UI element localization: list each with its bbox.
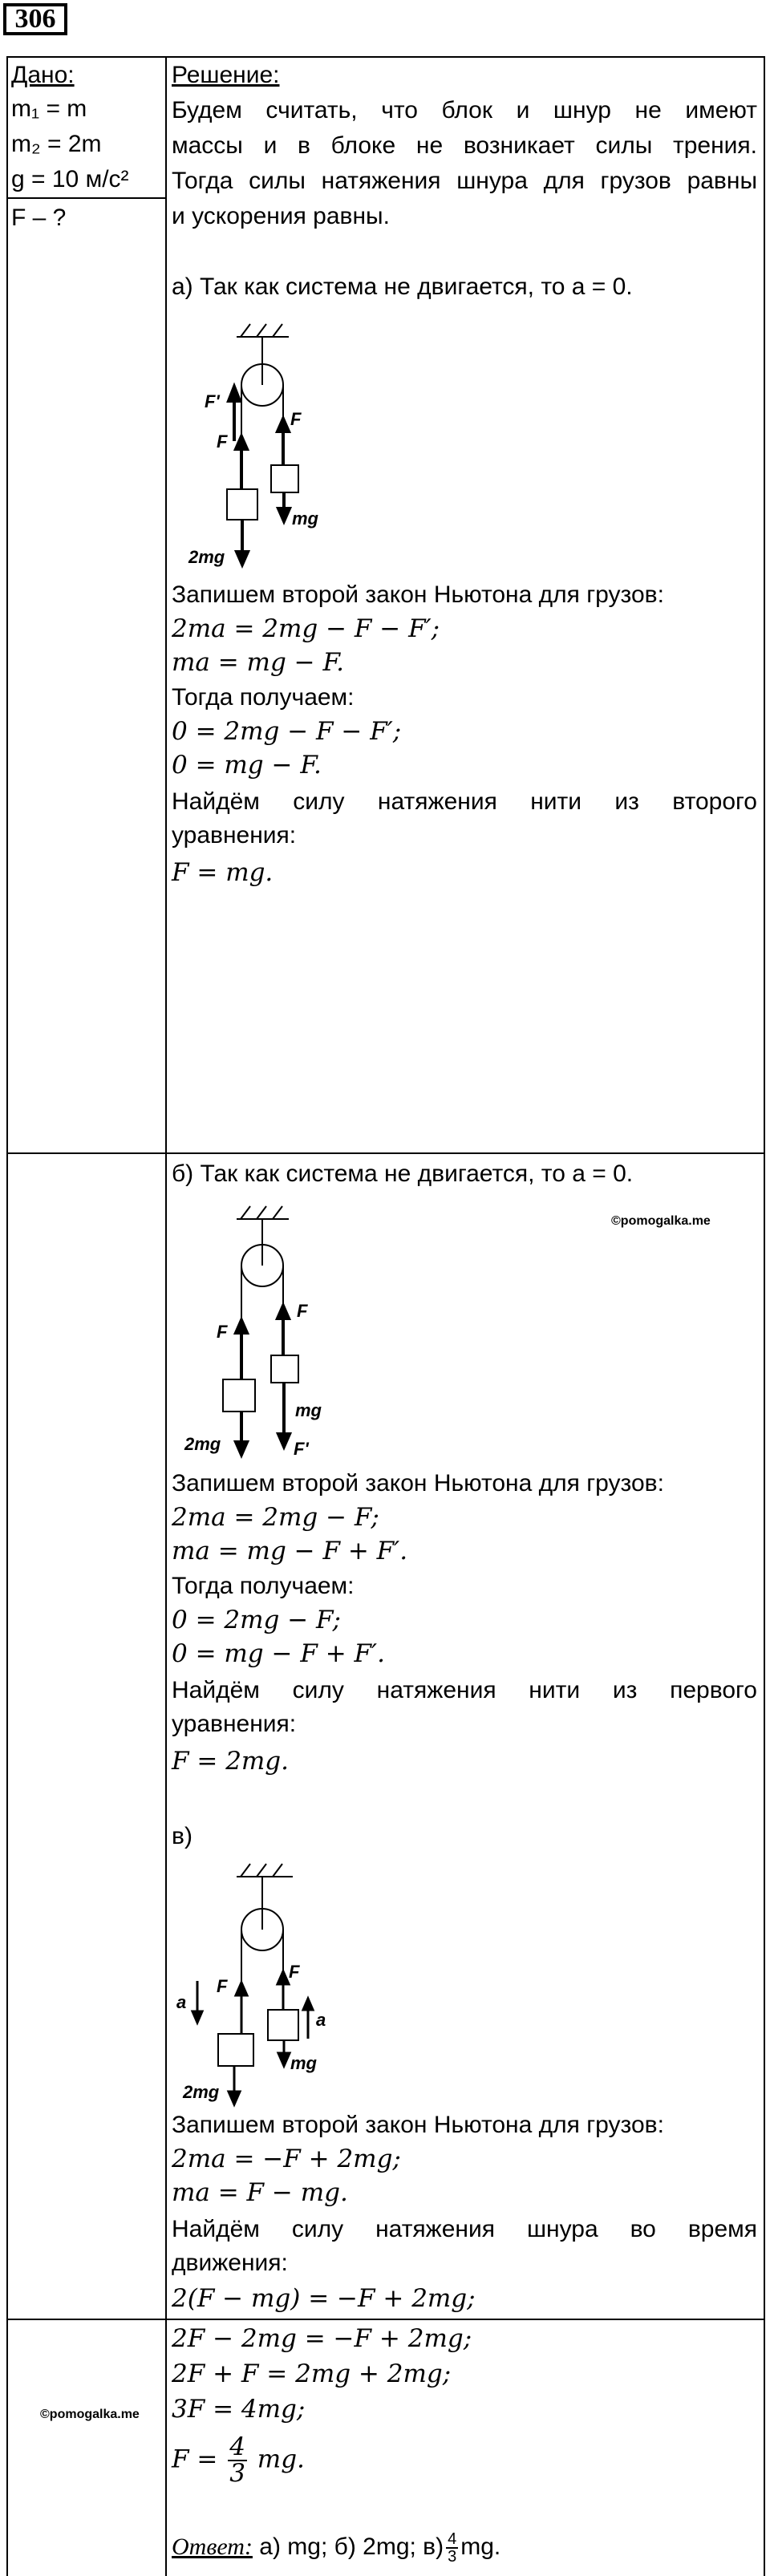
answer-numerator: 4 — [448, 2530, 457, 2548]
label-f-left-c: F — [217, 1976, 228, 1996]
block-right-c — [268, 2010, 298, 2040]
answer-text: а) mg; б) 2mg; в) — [259, 2533, 444, 2560]
table-right-border — [764, 56, 765, 2576]
intro-line-1: Будем считать, что блок и шнур не имеют — [172, 97, 757, 124]
label-2mg-c: 2mg — [183, 2082, 220, 2102]
given-divider — [6, 197, 165, 199]
label-2mg-a: 2mg — [188, 547, 225, 567]
final-fraction — [228, 2432, 247, 2488]
label-mg-b: mg — [295, 1400, 322, 1420]
row-divider-2 — [6, 2319, 765, 2320]
answer-tail: mg. — [460, 2533, 501, 2560]
arrow-a-left-c — [192, 2011, 202, 2023]
given-line-m2: m₂ = 2m — [11, 131, 102, 157]
watermark-bottom: ©pomogalka.me — [40, 2408, 140, 2421]
final-numerator: 4 — [229, 2432, 245, 2461]
answer-line — [172, 2531, 500, 2565]
label-a-left-c: a — [176, 1992, 187, 2012]
label-mg-a: mg — [292, 508, 318, 529]
column-divider — [165, 56, 167, 2576]
part-c-eq1: 2ma = −F + 2mg; — [172, 2145, 401, 2173]
row-divider-1 — [6, 1152, 765, 1154]
part-b-eq1: 2ma = 2mg − F; — [172, 1503, 379, 1532]
part-c-eq3: 2(F − mg) = −F + 2mg; — [172, 2284, 476, 2313]
part-a-eq3: 0 = 2mg − F − F′; — [172, 717, 402, 746]
answer-denominator: 3 — [448, 2548, 457, 2566]
part-a-eq2: ma = mg − F. — [172, 648, 345, 677]
arrow-mg-a — [278, 508, 290, 521]
part-b-result: F = 2mg. — [172, 1747, 290, 1776]
arrow-f-right-b — [278, 1306, 289, 1318]
arrow-2mg-b — [236, 1442, 247, 1455]
given-line-m1: m₁ = m — [11, 95, 87, 122]
part-b-title: б) Так как система не двигается, то a = 0. — [172, 1160, 634, 1187]
arrow-a-right-c — [303, 1999, 313, 2010]
label-f-right-a: F — [290, 409, 302, 429]
block-left-a — [227, 489, 257, 520]
part-a-result: F = mg. — [172, 858, 274, 887]
part-b-law: Запишем второй закон Ньютона для грузов: — [172, 1470, 664, 1497]
arrow-mg-c — [278, 2053, 290, 2066]
label-f-right-b: F — [297, 1301, 308, 1321]
part-c-final — [172, 2432, 305, 2488]
block-left-c — [218, 2034, 253, 2066]
part-a-title: а) Так как система не двигается, то a = 0. — [172, 273, 633, 300]
intro-line-2: массы и в блоке не возникает силы трения. — [172, 132, 757, 159]
label-mg-c: mg — [290, 2053, 317, 2073]
watermark-top: ©pomogalka.me — [611, 1214, 711, 1228]
part-a-find-1: Найдём силу натяжения нити из второго — [172, 788, 757, 815]
problem-number: 306 — [3, 3, 67, 35]
arrow-f-prime-a — [229, 387, 240, 401]
intro-line-3: Тогда силы натяжения шнура для грузов равны — [172, 168, 757, 194]
arrow-f-right-a — [278, 419, 289, 431]
part-c-eq6: 3F = 4mg; — [172, 2395, 306, 2424]
label-f-left-b: F — [217, 1322, 228, 1342]
block-left-b — [223, 1379, 255, 1412]
label-2mg-b: 2mg — [184, 1434, 221, 1454]
arrow-f-left-c — [236, 1983, 247, 1995]
final-lhs: F = — [172, 2444, 218, 2474]
part-b-eq3: 0 = 2mg − F; — [172, 1606, 341, 1634]
part-c-eq5: 2F + F = 2mg + 2mg; — [172, 2359, 452, 2388]
arrow-2mg-c — [229, 2092, 240, 2104]
pulley-diagram-c — [168, 1853, 361, 2117]
intro-line-4: и ускорения равны. — [172, 203, 390, 229]
final-rhs: mg. — [257, 2444, 305, 2474]
part-a-law: Запишем второй закон Ньютона для грузов: — [172, 581, 664, 608]
part-b-eq2: ma = mg − F + F′. — [172, 1537, 408, 1565]
part-c-eq4: 2F − 2mg = −F + 2mg; — [172, 2324, 472, 2353]
part-b-eq4: 0 = mg − F + F′. — [172, 1639, 385, 1668]
find-quantity: F – ? — [11, 205, 67, 231]
part-b-find-1: Найдём силу натяжения нити из первого — [172, 1677, 757, 1703]
arrow-f-right-c — [278, 1971, 289, 1984]
part-c-find-2: движения: — [172, 2250, 288, 2276]
part-a-eq4: 0 = mg − F. — [172, 751, 322, 780]
pulley-diagram-a — [176, 313, 369, 569]
arrow-f-left-a — [236, 436, 247, 449]
solution-header: Решение: — [172, 62, 280, 88]
block-right-b — [271, 1355, 298, 1383]
part-c-find-1: Найдём силу натяжения шнура во время — [172, 2216, 757, 2242]
part-c-title: в) — [172, 1823, 192, 1849]
label-f-right-c: F — [289, 1962, 300, 1982]
part-c-eq2: ma = F − mg. — [172, 2178, 348, 2207]
part-b-find-2: уравнения: — [172, 1711, 297, 1737]
given-line-g: g = 10 м/с² — [11, 166, 129, 192]
arrow-f-prime-b — [278, 1434, 290, 1447]
label-f-prime-a: F' — [205, 391, 220, 411]
given-header: Дано: — [11, 62, 75, 88]
label-f-prime-b: F' — [294, 1439, 309, 1459]
pulley-diagram-b — [176, 1195, 369, 1468]
block-right-a — [271, 465, 298, 492]
table-top-border — [6, 56, 765, 58]
table-left-border — [6, 56, 8, 2576]
part-b-then: Тогда получаем: — [172, 1573, 355, 1599]
arrow-2mg-a — [237, 552, 248, 565]
final-denominator: 3 — [229, 2459, 245, 2488]
answer-label: Ответ: — [172, 2533, 253, 2560]
label-a-right-c: a — [316, 2010, 326, 2030]
part-c-law: Запишем второй закон Ньютона для грузов: — [172, 2112, 664, 2138]
arrow-f-left-b — [236, 1320, 247, 1333]
label-f-left-a: F — [217, 431, 228, 452]
part-a-then: Тогда получаем: — [172, 684, 355, 711]
answer-fraction — [446, 2531, 458, 2565]
part-a-eq1: 2ma = 2mg − F − F′; — [172, 614, 440, 643]
part-a-find-2: уравнения: — [172, 822, 297, 849]
